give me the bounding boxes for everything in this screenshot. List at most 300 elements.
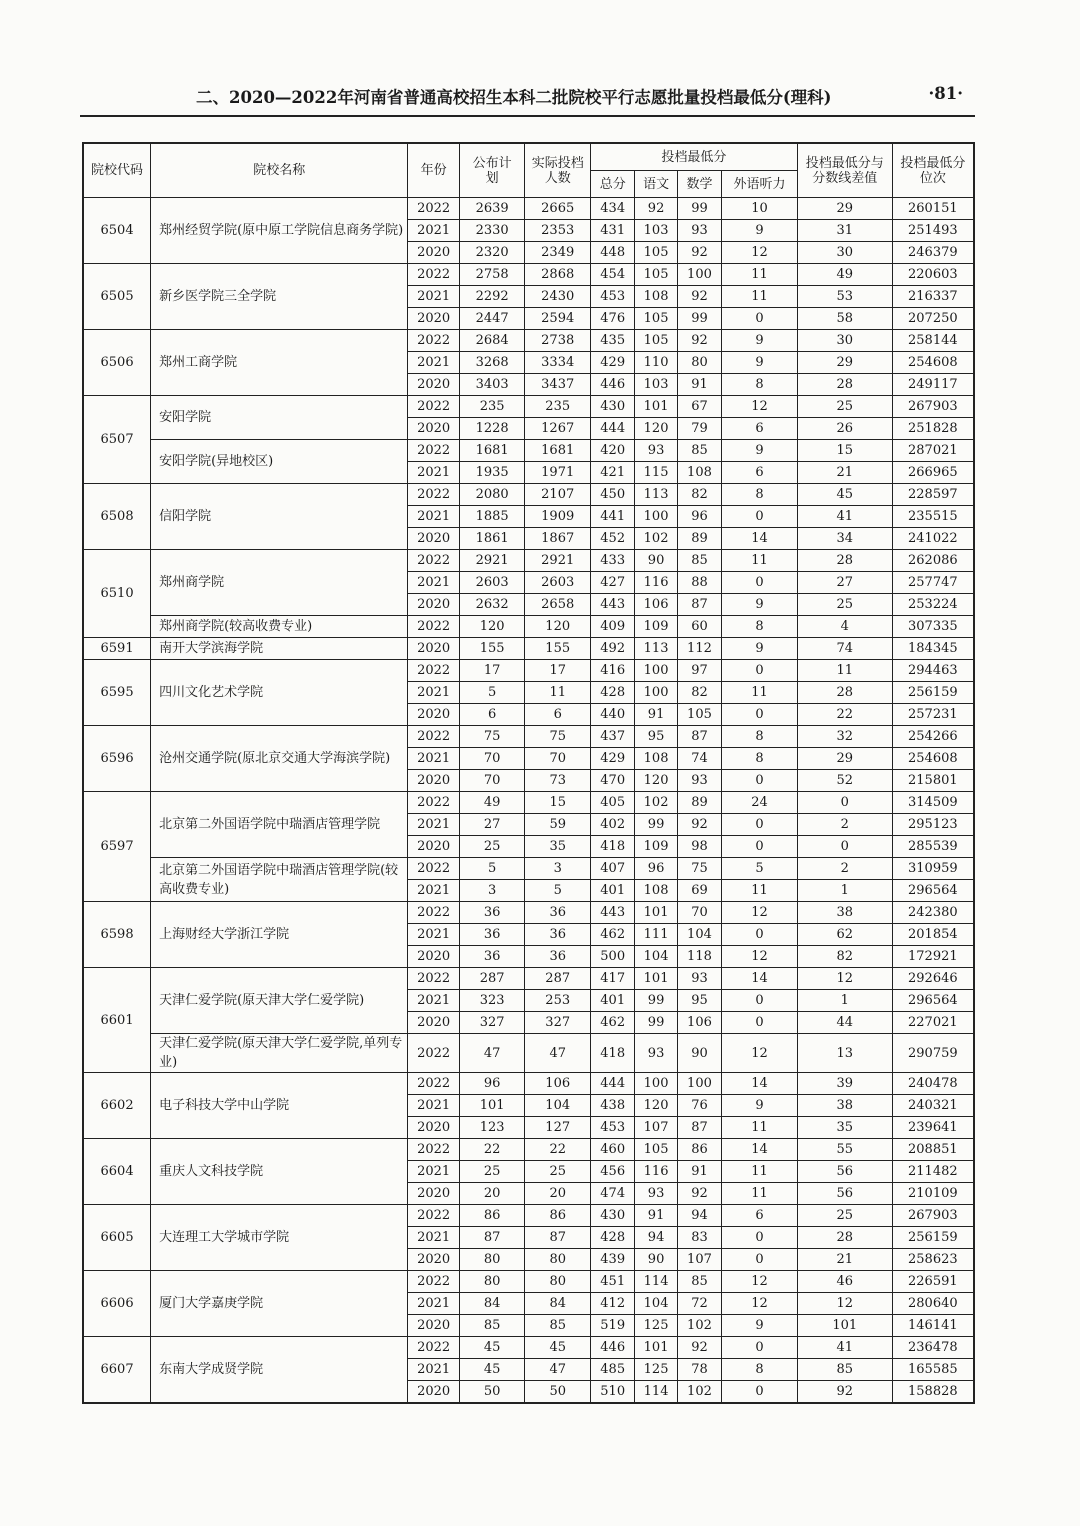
cell-chinese: 120 [635,418,677,440]
cell-math: 98 [677,836,721,858]
cell-diff: 25 [797,594,892,616]
cell-math: 79 [677,418,721,440]
cell-year: 2022 [408,902,459,924]
cell-year: 2020 [408,1117,459,1139]
cell-actual: 11 [525,682,591,704]
cell-diff: 35 [797,1117,892,1139]
cell-rank: 314509 [892,792,974,814]
cell-listening: 0 [722,1381,798,1404]
cell-chinese: 105 [635,308,677,330]
cell-actual: 253 [525,990,591,1012]
cell-plan: 84 [459,1293,525,1315]
cell-listening: 10 [722,198,798,220]
cell-math: 85 [677,550,721,572]
cell-listening: 14 [722,528,798,550]
cell-total: 417 [591,968,635,990]
cell-total: 448 [591,242,635,264]
cell-actual: 47 [525,1034,591,1073]
cell-total: 460 [591,1139,635,1161]
cell-math: 78 [677,1359,721,1381]
cell-rank: 280640 [892,1293,974,1315]
cell-diff: 1 [797,990,892,1012]
cell-year: 2020 [408,418,459,440]
cell-listening: 14 [722,968,798,990]
cell-actual: 127 [525,1117,591,1139]
cell-listening: 12 [722,1293,798,1315]
cell-listening: 0 [722,836,798,858]
admission-score-table [82,142,975,1404]
cell-chinese: 125 [635,1315,677,1337]
cell-year: 2020 [408,374,459,396]
cell-year: 2022 [408,1139,459,1161]
cell-chinese: 113 [635,484,677,506]
cell-plan: 36 [459,946,525,968]
cell-actual: 20 [525,1183,591,1205]
cell-chinese: 101 [635,968,677,990]
cell-year: 2021 [408,1095,459,1117]
cell-diff: 21 [797,462,892,484]
cell-year: 2020 [408,704,459,726]
cell-rank: 290759 [892,1034,974,1073]
cell-year: 2020 [408,770,459,792]
cell-actual: 235 [525,396,591,418]
cell-diff: 28 [797,682,892,704]
cell-chinese: 114 [635,1381,677,1404]
table-row [83,198,974,220]
cell-math: 87 [677,726,721,748]
table-container [82,142,975,1404]
cell-listening: 9 [722,1315,798,1337]
cell-total: 428 [591,682,635,704]
cell-actual: 75 [525,726,591,748]
cell-math: 85 [677,1271,721,1293]
cell-listening: 11 [722,1183,798,1205]
cell-plan: 2921 [459,550,525,572]
cell-math: 91 [677,374,721,396]
cell-year: 2021 [408,748,459,770]
cell-plan: 45 [459,1337,525,1359]
cell-diff: 46 [797,1271,892,1293]
school-name: 郑州工商学院 [151,330,408,396]
cell-listening: 12 [722,946,798,968]
cell-year: 2021 [408,880,459,902]
cell-listening: 0 [722,1337,798,1359]
school-code: 6591 [83,638,151,660]
header-listening: 外语听力 [722,171,798,198]
cell-actual: 73 [525,770,591,792]
cell-math: 80 [677,352,721,374]
cell-plan: 22 [459,1139,525,1161]
cell-total: 470 [591,770,635,792]
cell-plan: 1861 [459,528,525,550]
cell-plan: 287 [459,968,525,990]
cell-chinese: 106 [635,594,677,616]
cell-listening: 0 [722,704,798,726]
cell-chinese: 116 [635,1161,677,1183]
cell-chinese: 104 [635,1293,677,1315]
cell-math: 88 [677,572,721,594]
cell-chinese: 104 [635,946,677,968]
cell-math: 102 [677,1381,721,1404]
cell-actual: 5 [525,880,591,902]
cell-actual: 2594 [525,308,591,330]
cell-total: 435 [591,330,635,352]
cell-actual: 3334 [525,352,591,374]
cell-math: 92 [677,1183,721,1205]
cell-math: 75 [677,858,721,880]
cell-plan: 327 [459,1012,525,1034]
cell-actual: 80 [525,1271,591,1293]
cell-year: 2022 [408,264,459,286]
cell-chinese: 92 [635,198,677,220]
school-name: 郑州商学院(较高收费专业) [151,616,408,638]
cell-total: 431 [591,220,635,242]
cell-math: 92 [677,330,721,352]
cell-total: 434 [591,198,635,220]
table-row [83,1271,974,1293]
cell-listening: 14 [722,1073,798,1095]
cell-chinese: 100 [635,1073,677,1095]
cell-chinese: 94 [635,1227,677,1249]
table-body [83,198,974,1404]
cell-listening: 8 [722,484,798,506]
cell-rank: 240321 [892,1095,974,1117]
cell-math: 72 [677,1293,721,1315]
cell-listening: 11 [722,264,798,286]
cell-math: 89 [677,792,721,814]
cell-listening: 14 [722,1139,798,1161]
cell-year: 2021 [408,924,459,946]
header-diff: 投档最低分与分数线差值 [797,143,892,198]
cell-rank: 267903 [892,1205,974,1227]
cell-plan: 101 [459,1095,525,1117]
cell-listening: 0 [722,770,798,792]
cell-year: 2021 [408,506,459,528]
cell-diff: 56 [797,1161,892,1183]
cell-actual: 25 [525,1161,591,1183]
cell-rank: 240478 [892,1073,974,1095]
cell-rank: 285539 [892,836,974,858]
cell-chinese: 103 [635,374,677,396]
cell-rank: 227021 [892,1012,974,1034]
cell-actual: 6 [525,704,591,726]
cell-diff: 62 [797,924,892,946]
cell-listening: 8 [722,748,798,770]
cell-actual: 70 [525,748,591,770]
cell-total: 420 [591,440,635,462]
cell-rank: 296564 [892,880,974,902]
cell-math: 97 [677,660,721,682]
header-year: 年份 [408,143,459,198]
cell-listening: 11 [722,682,798,704]
cell-actual: 287 [525,968,591,990]
cell-year: 2020 [408,1249,459,1271]
cell-plan: 49 [459,792,525,814]
school-name: 新乡医学院三全学院 [151,264,408,330]
cell-plan: 70 [459,770,525,792]
cell-year: 2022 [408,726,459,748]
cell-rank: 207250 [892,308,974,330]
cell-plan: 27 [459,814,525,836]
cell-rank: 253224 [892,594,974,616]
cell-math: 107 [677,1249,721,1271]
cell-actual: 17 [525,660,591,682]
cell-chinese: 109 [635,616,677,638]
cell-chinese: 111 [635,924,677,946]
cell-year: 2020 [408,638,459,660]
cell-math: 96 [677,506,721,528]
cell-listening: 0 [722,924,798,946]
cell-actual: 327 [525,1012,591,1034]
cell-actual: 84 [525,1293,591,1315]
cell-plan: 85 [459,1315,525,1337]
cell-actual: 15 [525,792,591,814]
cell-math: 87 [677,594,721,616]
cell-diff: 38 [797,902,892,924]
cell-rank: 210109 [892,1183,974,1205]
cell-rank: 201854 [892,924,974,946]
cell-plan: 17 [459,660,525,682]
cell-total: 453 [591,1117,635,1139]
cell-chinese: 105 [635,264,677,286]
cell-plan: 25 [459,1161,525,1183]
cell-rank: 249117 [892,374,974,396]
cell-rank: 165585 [892,1359,974,1381]
header-total: 总分 [591,171,635,198]
cell-plan: 2320 [459,242,525,264]
cell-total: 444 [591,1073,635,1095]
table-row [83,484,974,506]
cell-plan: 2080 [459,484,525,506]
cell-chinese: 120 [635,770,677,792]
cell-actual: 36 [525,946,591,968]
cell-math: 70 [677,902,721,924]
cell-year: 2021 [408,1293,459,1315]
cell-listening: 0 [722,660,798,682]
cell-plan: 45 [459,1359,525,1381]
school-code: 6505 [83,264,151,330]
cell-total: 418 [591,836,635,858]
cell-rank: 228597 [892,484,974,506]
cell-diff: 49 [797,264,892,286]
cell-rank: 235515 [892,506,974,528]
cell-year: 2022 [408,1271,459,1293]
table-row [83,330,974,352]
cell-rank: 267903 [892,396,974,418]
cell-chinese: 120 [635,1095,677,1117]
cell-year: 2021 [408,682,459,704]
cell-chinese: 93 [635,1183,677,1205]
cell-total: 409 [591,616,635,638]
page-header [80,80,975,114]
school-code: 6507 [83,396,151,484]
cell-chinese: 93 [635,440,677,462]
cell-rank: 296564 [892,990,974,1012]
cell-plan: 2632 [459,594,525,616]
cell-actual: 59 [525,814,591,836]
cell-diff: 41 [797,506,892,528]
cell-actual: 1681 [525,440,591,462]
cell-math: 92 [677,1337,721,1359]
school-name: 四川文化艺术学院 [151,660,408,726]
cell-rank: 158828 [892,1381,974,1404]
table-row [83,1205,974,1227]
cell-rank: 266965 [892,462,974,484]
cell-chinese: 91 [635,1205,677,1227]
school-name: 上海财经大学浙江学院 [151,902,408,968]
cell-rank: 294463 [892,660,974,682]
cell-diff: 1 [797,880,892,902]
cell-diff: 58 [797,308,892,330]
cell-listening: 12 [722,902,798,924]
cell-plan: 2292 [459,286,525,308]
cell-math: 87 [677,1117,721,1139]
cell-year: 2020 [408,242,459,264]
cell-plan: 70 [459,748,525,770]
table-row [83,902,974,924]
cell-diff: 30 [797,242,892,264]
cell-math: 67 [677,396,721,418]
cell-rank: 258623 [892,1249,974,1271]
cell-plan: 75 [459,726,525,748]
cell-diff: 13 [797,1034,892,1073]
cell-listening: 0 [722,572,798,594]
cell-diff: 11 [797,660,892,682]
cell-plan: 5 [459,858,525,880]
cell-chinese: 99 [635,990,677,1012]
school-name: 北京第二外国语学院中瑞酒店管理学院(较高收费专业) [151,858,408,902]
cell-chinese: 108 [635,286,677,308]
cell-math: 91 [677,1161,721,1183]
cell-year: 2022 [408,968,459,990]
cell-math: 93 [677,220,721,242]
cell-plan: 2330 [459,220,525,242]
cell-total: 500 [591,946,635,968]
cell-total: 450 [591,484,635,506]
cell-actual: 1867 [525,528,591,550]
cell-plan: 20 [459,1183,525,1205]
cell-actual: 3 [525,858,591,880]
school-code: 6604 [83,1139,151,1205]
cell-total: 462 [591,1012,635,1034]
cell-plan: 323 [459,990,525,1012]
cell-total: 441 [591,506,635,528]
cell-actual: 1971 [525,462,591,484]
cell-listening: 8 [722,374,798,396]
cell-listening: 0 [722,1249,798,1271]
cell-diff: 56 [797,1183,892,1205]
cell-diff: 53 [797,286,892,308]
cell-plan: 2758 [459,264,525,286]
cell-listening: 0 [722,506,798,528]
cell-chinese: 93 [635,1034,677,1073]
header-plan: 公布计划 [459,143,525,198]
cell-year: 2021 [408,814,459,836]
cell-year: 2022 [408,484,459,506]
cell-actual: 1909 [525,506,591,528]
header-chinese: 语文 [635,171,677,198]
cell-total: 405 [591,792,635,814]
cell-plan: 2603 [459,572,525,594]
cell-listening: 12 [722,1034,798,1073]
cell-listening: 9 [722,440,798,462]
cell-rank: 146141 [892,1315,974,1337]
cell-total: 443 [591,594,635,616]
cell-chinese: 105 [635,242,677,264]
cell-listening: 11 [722,286,798,308]
cell-diff: 31 [797,220,892,242]
cell-diff: 22 [797,704,892,726]
cell-total: 453 [591,286,635,308]
cell-diff: 4 [797,616,892,638]
cell-total: 510 [591,1381,635,1404]
cell-rank: 208851 [892,1139,974,1161]
table-row [83,858,974,880]
cell-listening: 12 [722,242,798,264]
cell-year: 2022 [408,1034,459,1073]
cell-chinese: 105 [635,1139,677,1161]
cell-rank: 256159 [892,1227,974,1249]
cell-diff: 74 [797,638,892,660]
cell-actual: 50 [525,1381,591,1404]
cell-chinese: 95 [635,726,677,748]
table-row [83,660,974,682]
page-title: 二、2020—2022年河南省普通高校招生本科二批院校平行志愿批量投档最低分(理科) [196,88,832,107]
cell-listening: 8 [722,1359,798,1381]
cell-chinese: 96 [635,858,677,880]
cell-math: 102 [677,1315,721,1337]
cell-year: 2020 [408,1012,459,1034]
cell-chinese: 114 [635,1271,677,1293]
cell-rank: 254266 [892,726,974,748]
cell-diff: 39 [797,1073,892,1095]
cell-math: 94 [677,1205,721,1227]
cell-chinese: 99 [635,1012,677,1034]
cell-total: 438 [591,1095,635,1117]
school-name: 北京第二外国语学院中瑞酒店管理学院 [151,792,408,858]
cell-plan: 120 [459,616,525,638]
cell-total: 412 [591,1293,635,1315]
cell-chinese: 99 [635,814,677,836]
cell-plan: 1228 [459,418,525,440]
cell-year: 2020 [408,594,459,616]
cell-chinese: 108 [635,748,677,770]
cell-total: 437 [591,726,635,748]
cell-total: 401 [591,990,635,1012]
cell-listening: 0 [722,1012,798,1034]
cell-diff: 29 [797,352,892,374]
cell-listening: 8 [722,726,798,748]
school-name: 大连理工大学城市学院 [151,1205,408,1271]
cell-actual: 120 [525,616,591,638]
cell-plan: 96 [459,1073,525,1095]
cell-math: 89 [677,528,721,550]
cell-listening: 12 [722,396,798,418]
cell-year: 2021 [408,220,459,242]
school-name: 郑州经贸学院(原中原工学院信息商务学院) [151,198,408,264]
cell-actual: 2430 [525,286,591,308]
cell-diff: 30 [797,330,892,352]
cell-year: 2020 [408,1381,459,1404]
cell-math: 93 [677,770,721,792]
school-code: 6510 [83,550,151,638]
table-row [83,1034,974,1073]
page-number: ·81· [928,84,963,103]
cell-rank: 220603 [892,264,974,286]
cell-listening: 5 [722,858,798,880]
cell-total: 429 [591,748,635,770]
cell-diff: 27 [797,572,892,594]
